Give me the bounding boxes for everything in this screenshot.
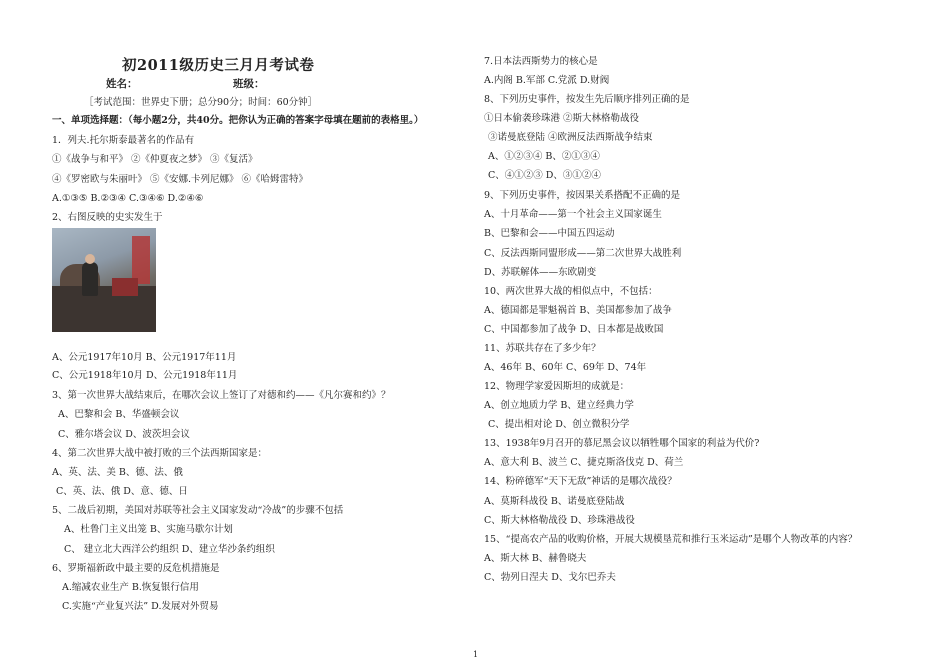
- question-15-choices: A、斯大林 B、赫鲁晓夫: [484, 553, 587, 564]
- historical-painting-image: [52, 228, 156, 332]
- question-14-choices: A、莫斯科战役 B、诺曼底登陆战: [484, 496, 625, 507]
- question-8-stem: 8、下列历史事件，按发生先后顺序排列正确的是: [484, 94, 690, 105]
- section-heading: 一、单项选择题：（每小题2分，共40分。把你认为正确的答案字母填在题前的表格里。）: [52, 115, 424, 126]
- question-9-choice: B、巴黎和会——中国五四运动: [484, 228, 615, 239]
- question-1-options: ①《战争与和平》 ②《仲夏夜之梦》 ③《复活》: [52, 154, 258, 165]
- question-4-stem: 4、第二次世界大战中被打败的三个法西斯国家是：: [52, 448, 268, 459]
- question-9-stem: 9、下列历史事件，按因果关系搭配不正确的是: [484, 190, 681, 201]
- question-4-choices: A、英、法、美 B、德、法、俄: [52, 467, 183, 478]
- question-2-stem: 2、右图反映的史实发生于: [52, 212, 163, 223]
- question-9-choice: A、十月革命——第一个社会主义国家诞生: [484, 209, 662, 220]
- question-6-choices: A.缩减农业生产 B.恢复银行信用: [62, 582, 199, 593]
- question-8-choices: C、④①②③ D、③①②④: [488, 170, 601, 181]
- question-14-stem: 14、粉碎德军“天下无敌”神话的是哪次战役？: [484, 476, 677, 487]
- question-13-stem: 13、1938年9月召开的慕尼黑会议以牺牲哪个国家的利益为代价?: [484, 438, 760, 449]
- question-3-choices: C、雅尔塔会议 D、波茨坦会议: [58, 429, 190, 440]
- question-1-choices: A.①③⑤ B.②③④ C.③④⑥ D.②④⑥: [52, 193, 204, 204]
- question-7-choices: A.内阁 B.军部 C.党派 D.财阀: [484, 75, 610, 86]
- question-10-stem: 10、两次世界大战的相似点中，不包括：: [484, 286, 658, 297]
- question-7-stem: 7.日本法西斯势力的核心是: [484, 56, 598, 67]
- question-8-events: ①日本偷袭珍珠港 ②斯大林格勒战役: [484, 113, 640, 124]
- exam-scope: ［考试范围：世界史下册；总分90分；时间：60分钟］: [84, 97, 318, 108]
- question-6-choices: C.实施“产业复兴法” D.发展对外贸易: [62, 601, 219, 612]
- question-3-stem: 3、第一次世界大战结束后，在哪次会议上签订了对德和约——《凡尔赛和约》？: [52, 390, 391, 401]
- question-12-stem: 12、物理学家爱因斯坦的成就是：: [484, 381, 630, 392]
- page-number: 1: [473, 650, 479, 659]
- question-8-events: ③诺曼底登陆 ④欧洲反法西斯战争结束: [488, 132, 653, 143]
- question-9-choice: C、反法西斯同盟形成——第二次世界大战胜利: [484, 248, 682, 259]
- question-14-choices: C、斯大林格勒战役 D、珍珠港战役: [484, 515, 635, 526]
- question-5-choices: C、 建立北大西洋公约组织 D、建立华沙条约组织: [64, 544, 275, 555]
- question-10-choices: C、中国都参加了战争 D、日本都是战败国: [484, 324, 664, 335]
- question-11-stem: 11、苏联共存在了多少年？: [484, 343, 601, 354]
- question-4-choices: C、英、法、俄 D、意、德、日: [56, 486, 188, 497]
- class-label: 班级：: [233, 78, 265, 90]
- question-12-choices: C、提出相对论 D、创立微积分学: [488, 419, 630, 430]
- question-15-stem: 15、“提高农产品的收购价格，开展大规模垦荒和推行玉米运动”是哪个人物改革的内容？: [484, 534, 858, 545]
- question-2-choices: C、公元1918年10月 D、公元1918年11月: [52, 370, 238, 381]
- question-13-choices: A、意大利 B、波兰 C、捷克斯洛伐克 D、荷兰: [484, 457, 684, 468]
- page-title: 初2011级历史三月月考试卷: [122, 57, 315, 74]
- question-5-choices: A、杜鲁门主义出笼 B、实施马歇尔计划: [64, 524, 233, 535]
- question-2-choices: A、公元1917年10月 B、公元1917年11月: [52, 352, 237, 363]
- question-12-choices: A、创立地质力学 B、建立经典力学: [484, 400, 634, 411]
- question-6-stem: 6、罗斯福新政中最主要的反危机措施是: [52, 563, 220, 574]
- question-8-choices: A、①②③④ B、②①③④: [488, 151, 600, 162]
- question-1-stem: 1．列夫.托尔斯泰最著名的作品有: [52, 135, 195, 146]
- question-11-choices: A、46年 B、60年 C、69年 D、74年: [484, 362, 647, 373]
- name-label: 姓名：: [106, 78, 138, 90]
- question-5-stem: 5、二战后初期，美国对苏联等社会主义国家发动“冷战”的步骤不包括: [52, 505, 344, 516]
- question-1-options: ④《罗密欧与朱丽叶》 ⑤《安娜.卡列尼娜》 ⑥《哈姆雷特》: [52, 174, 309, 185]
- question-3-choices: A、巴黎和会 B、华盛顿会议: [58, 409, 180, 420]
- question-15-choices: C、勃列日涅夫 D、戈尔巴乔夫: [484, 572, 616, 583]
- question-9-choice: D、苏联解体——东欧剧变: [484, 267, 597, 278]
- question-10-choices: A、德国都是罪魁祸首 B、美国都参加了战争: [484, 305, 672, 316]
